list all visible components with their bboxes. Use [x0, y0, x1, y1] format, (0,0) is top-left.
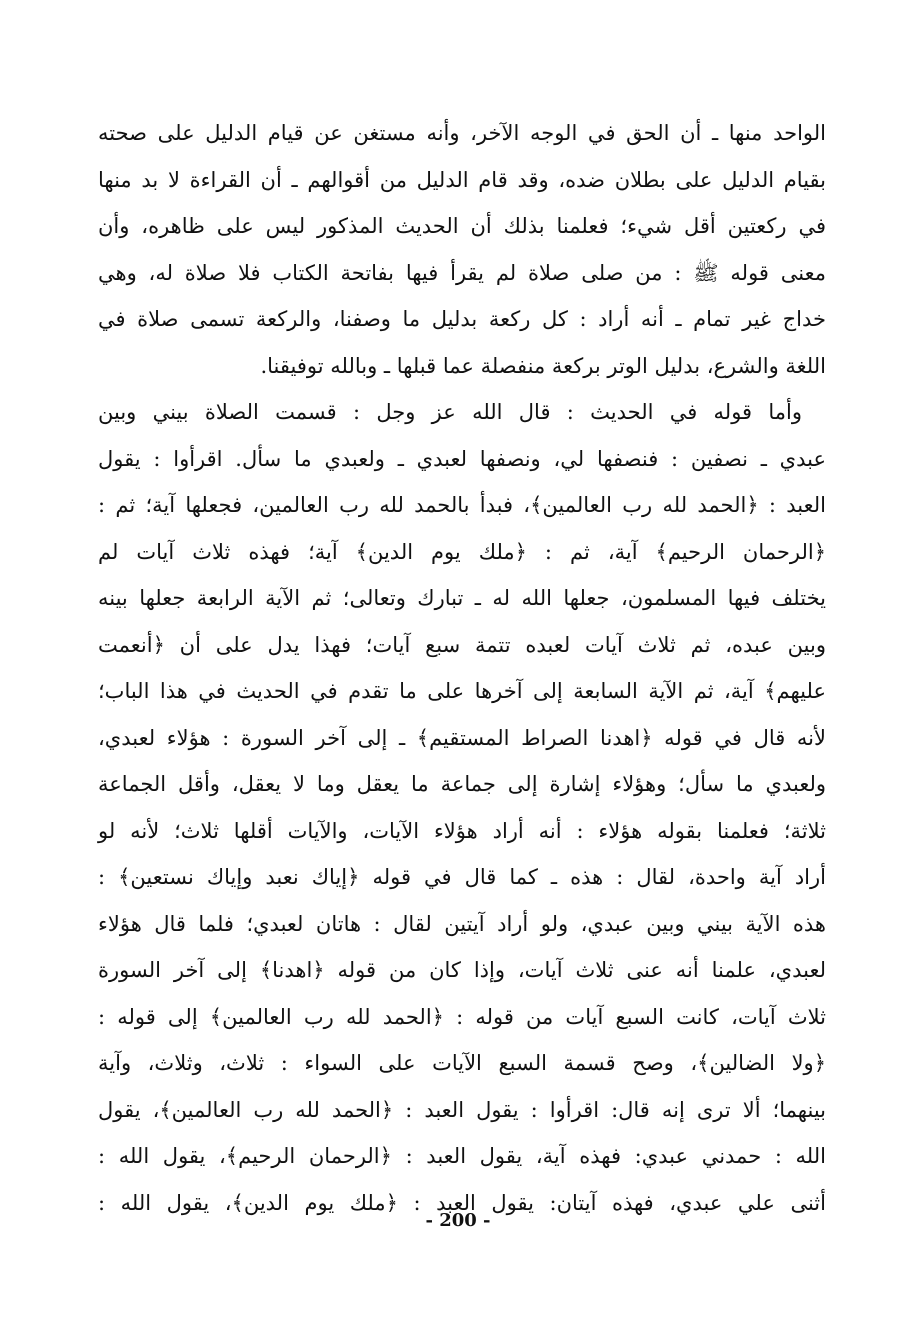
text-line: ولعبدي ما سأل؛ وهؤلاء إشارة إلى جماعة ما يعقل وما لا يعقل، وأقل الجماعة: [98, 772, 826, 796]
text-line: يختلف فيها المسلمون، جعلها الله له ـ تبارك وتعالى؛ ثم الآية الرابعة جعلها بينه: [98, 586, 826, 610]
text-line: اللغة والشرع، بدليل الوتر بركعة منفصلة عما قبلها ـ وبالله توفيقنا.: [260, 353, 826, 378]
text-line: لعبدي، علمنا أنه عنى ثلاث آيات، وإذا كان من قوله ﴿اهدنا﴾ إلى آخر السورة: [98, 958, 826, 982]
text-line: أثنى علي عبدي، فهذه آيتان: يقول العبد : ﴿ملك يوم الدين﴾، يقول الله :: [98, 1190, 826, 1215]
text-line: ﴿ولا الضالين﴾، وصح قسمة السبع الآيات على السواء : ثلاث، وثلاث، وآية: [98, 1051, 826, 1075]
text-line: ثلاث آيات، كانت السبع آيات من قوله : ﴿الحمد لله رب العالمين﴾ إلى قوله :: [98, 1004, 826, 1029]
text-line: لأنه قال في قوله ﴿اهدنا الصراط المستقيم﴾ ـ إلى آخر السورة : هؤلاء لعبدي،: [98, 725, 826, 750]
text-line: الواحد منها ـ أن الحق في الوجه الآخر، وأنه مستغن عن قيام الدليل على صحته: [98, 121, 826, 145]
text-line: خداج غير تمام ـ أنه أراد : كل ركعة بدليل ما وصفنا، والركعة تسمى صلاة في: [98, 307, 826, 331]
text-line: هذه الآية بيني وبين عبدي، ولو أراد آيتين لقال : هاتان لعبدي؛ فلما قال هؤلاء: [98, 911, 826, 936]
text-line: معنى قوله ﷺ : من صلى صلاة لم يقرأ فيها بفاتحة الكتاب فلا صلاة له، وهي: [98, 260, 826, 285]
text-line: الله : حمدني عبدي: فهذه آية، يقول العبد : ﴿الرحمان الرحيم﴾، يقول الله :: [98, 1144, 826, 1168]
text-line: وبين عبده، ثم ثلاث آيات لعبده تتمة سبع آيات؛ فهذا يدل على أن ﴿أنعمت: [98, 632, 826, 657]
page-number: - 200 -: [425, 1210, 491, 1231]
text-line: عبدي ـ نصفين : فنصفها لي، ونصفها لعبدي ـ ولعبدي ما سأل. اقرأوا : يقول: [98, 446, 826, 471]
text-line: عليهم﴾ آية، ثم الآية السابعة إلى آخرها على ما تقدم في الحديث في هذا الباب؛: [98, 679, 826, 703]
text-line: في ركعتين أقل شيء؛ فعلمنا بذلك أن الحديث المذكور ليس على ظاهره، وأن: [98, 214, 826, 238]
text-line: وأما قوله في الحديث : قال الله عز وجل : قسمت الصلاة بيني وبين: [98, 400, 802, 424]
text-line: العبد : ﴿الحمد لله رب العالمين﴾، فبدأ بالحمد لله رب العالمين، فجعلها آية؛ ثم :: [98, 493, 826, 517]
text-line: بينهما؛ ألا ترى إنه قال: اقرأوا : يقول العبد : ﴿الحمد لله رب العالمين﴾، يقول: [98, 1097, 826, 1122]
text-line: أراد آية واحدة، لقال : هذه ـ كما قال في قوله ﴿إياك نعبد وإياك نستعين﴾ :: [98, 865, 826, 889]
text-line: ﴿الرحمان الرحيم﴾ آية، ثم : ﴿ملك يوم الدين﴾ آية؛ فهذه ثلاث آيات لم: [98, 539, 826, 564]
body-text: [98, 110, 826, 1226]
text-line: ثلاثة؛ فعلمنا بقوله هؤلاء : أنه أراد هؤلاء الآيات، والآيات أقلها ثلاث؛ لأنه لو: [98, 818, 826, 843]
text-line: بقيام الدليل على بطلان ضده، وقد قام الدليل من أقوالهم ـ أن القراءة لا بد منها: [98, 167, 826, 192]
